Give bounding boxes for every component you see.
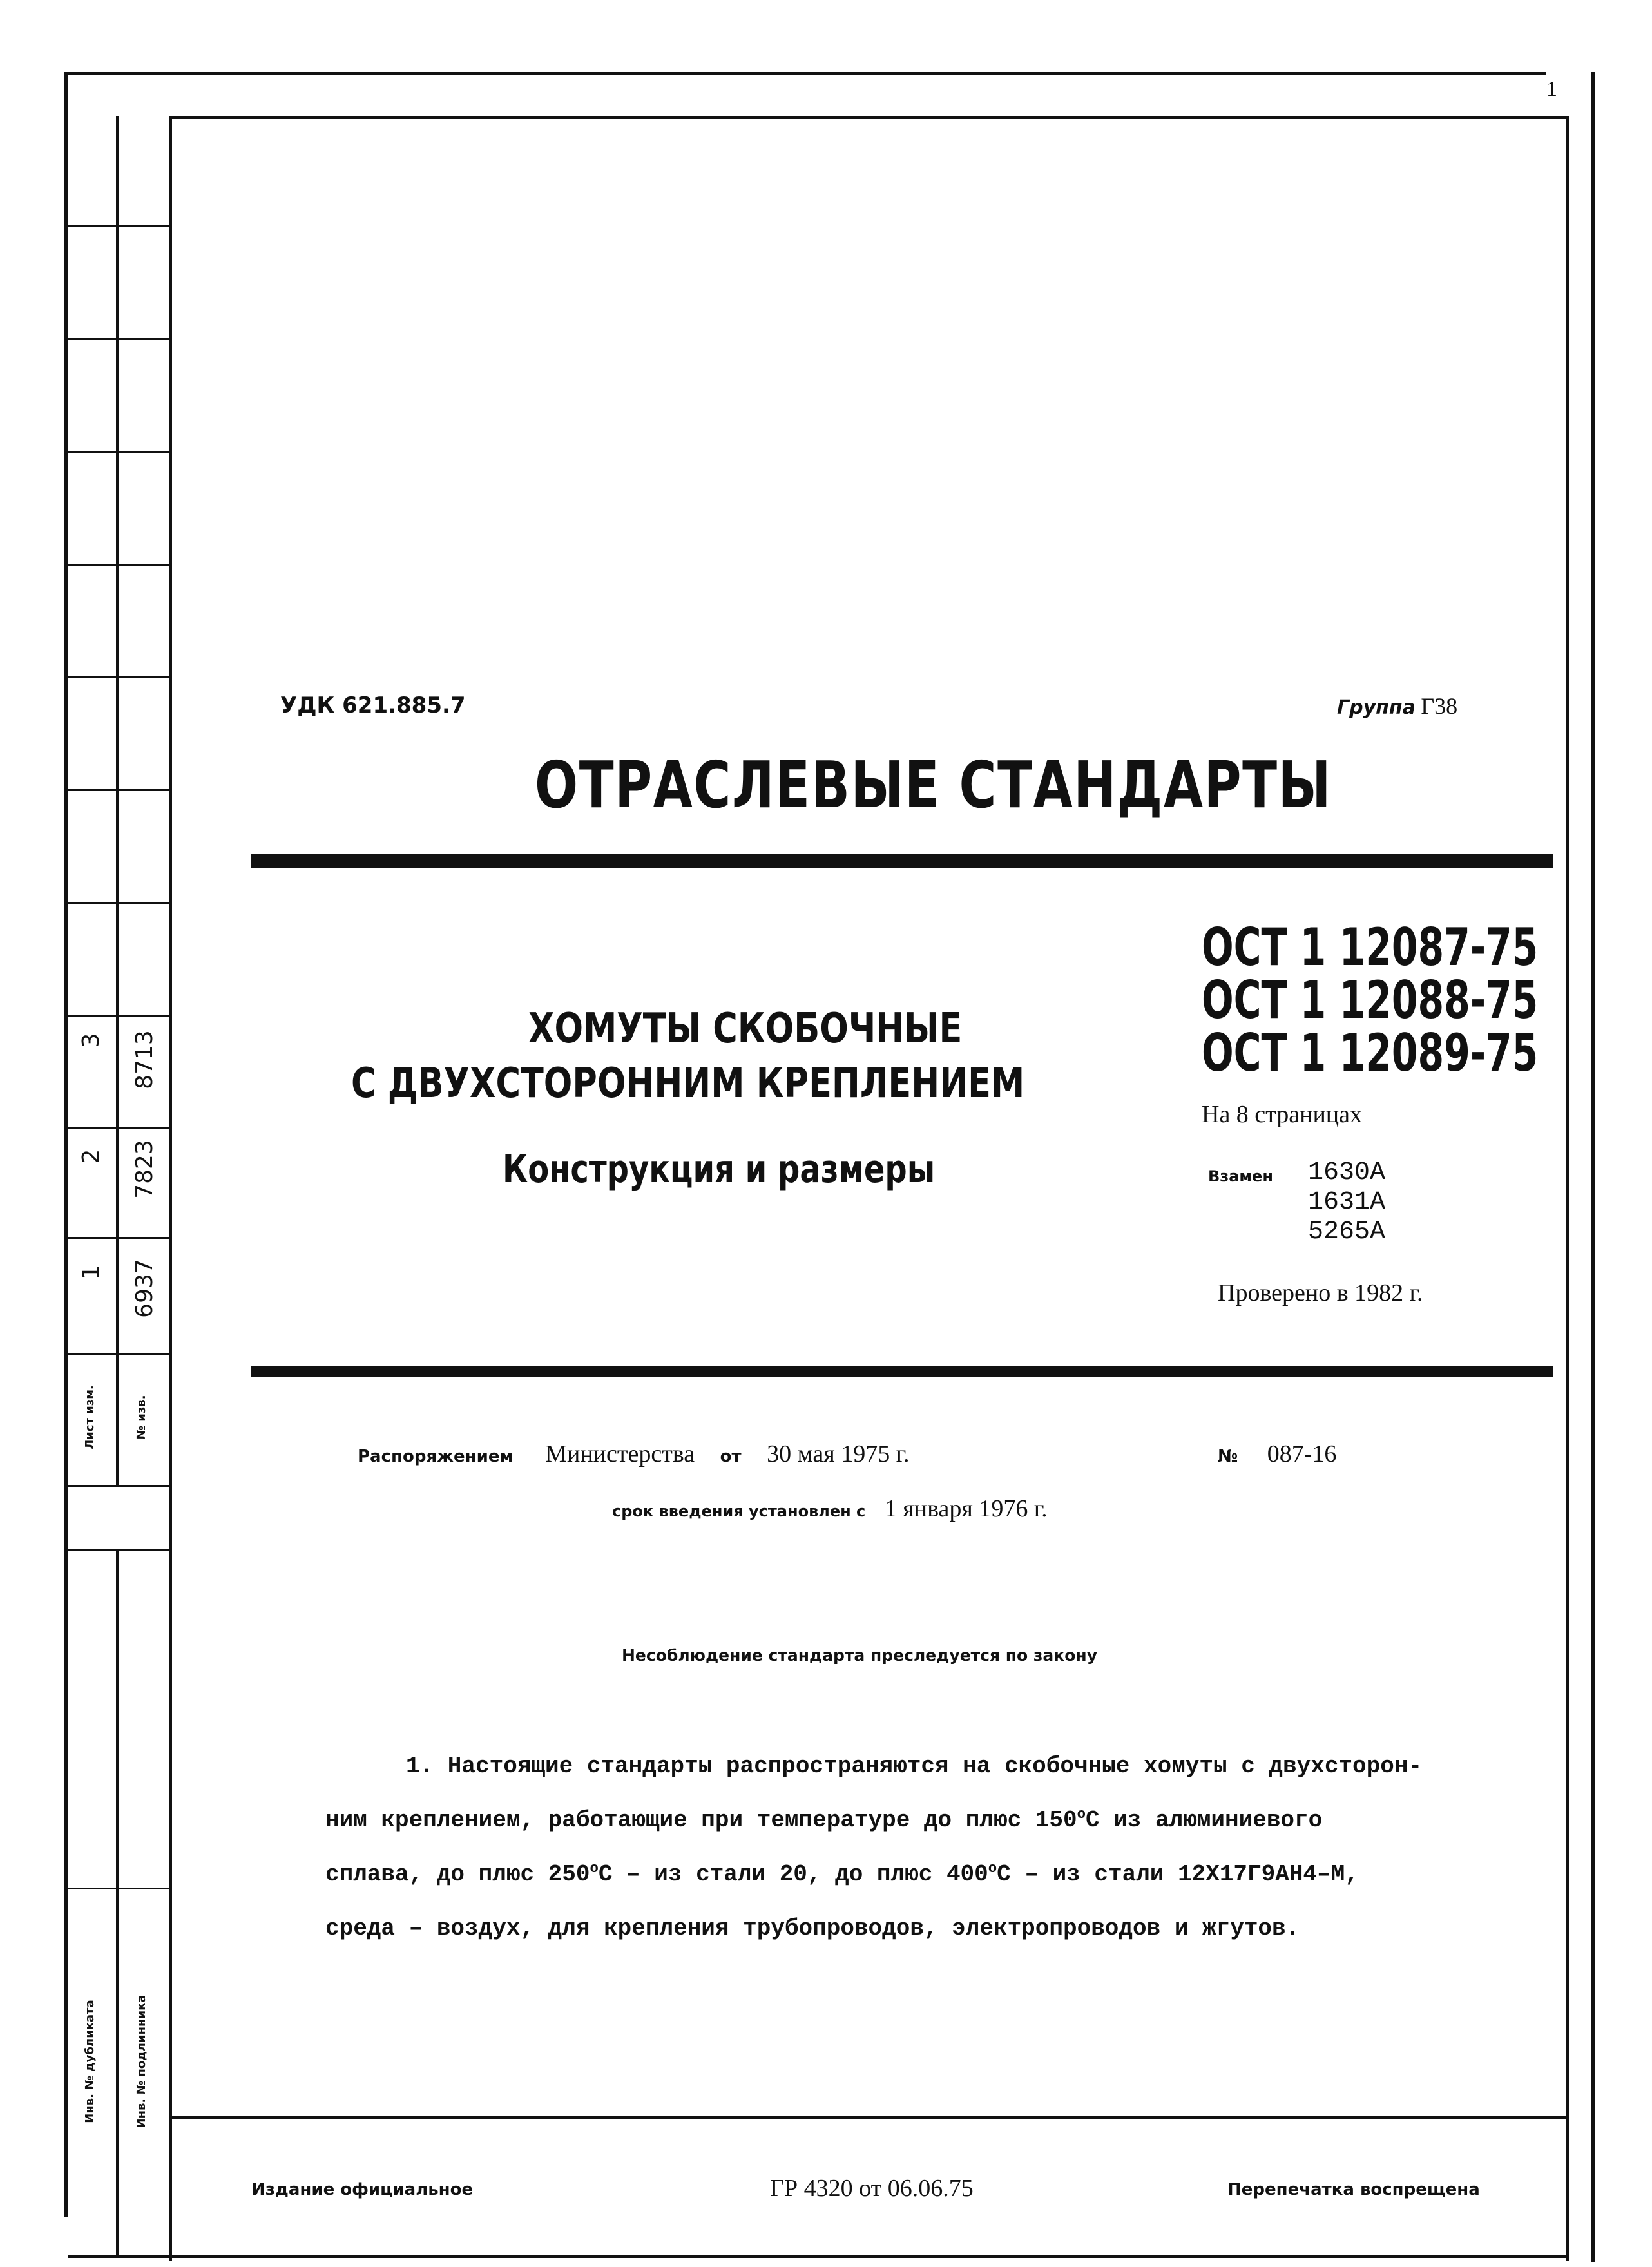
effective-date: 1 января 1976 г. [884, 1495, 1048, 1522]
standard-code-3: ОСТ 1 12089-75 [1202, 1023, 1539, 1083]
replaces-2: 1631А [1308, 1188, 1386, 1217]
margin-divider-upper [116, 116, 119, 1485]
bottom-edge-line [68, 2255, 1569, 2258]
inner-top-line [169, 116, 1567, 119]
standard-subtitle: Конструкция и размеры [503, 1147, 936, 1192]
bottom-thick-rule [251, 1366, 1553, 1377]
decree-number: 087-16 [1267, 1440, 1337, 1468]
inner-right-line [1566, 116, 1569, 2261]
margin-col-1: 3 [78, 1033, 104, 1048]
replaces-1: 1630А [1308, 1158, 1386, 1187]
margin-label-duplicate: Инв. № дубликата [83, 2000, 97, 2123]
standard-code-2: ОСТ 1 12088-75 [1202, 970, 1539, 1030]
clause-1 [325, 1739, 1550, 1956]
footer-reprint: Перепечатка воспрещена [1227, 2180, 1480, 2199]
replaces-3: 5265А [1308, 1218, 1386, 1247]
margin-label-original: Инв. № подлинника [135, 1994, 148, 2128]
decree-label: Распоряжением [358, 1447, 514, 1466]
standard-code-1: ОСТ 1 12087-75 [1202, 917, 1539, 977]
group-label: Группа [1337, 696, 1416, 719]
clause-1-line4: среда – воздух, для крепления трубопроводов, электропроводов и жгутов. [325, 1915, 1300, 1942]
series-title: ОТРАСЛЕВЫЕ СТАНДАРТЫ [535, 747, 1332, 823]
effective-line [612, 1495, 1048, 1523]
group-code [1337, 693, 1457, 720]
footer-registration: ГР 4320 от 06.06.75 [770, 2175, 974, 2202]
margin-label-sheet: Лист изм. [83, 1385, 97, 1449]
margin-inv-1: 6937 [131, 1259, 158, 1318]
udk-code: УДК 621.885.7 [280, 693, 466, 718]
top-edge-line [64, 72, 1546, 75]
margin-inv-2: 7823 [131, 1140, 158, 1199]
clause-1-line1: 1. Настоящие стандарты распространяются на скобочные хомуты с двухсторон- [406, 1753, 1423, 1779]
margin-divider-lower [116, 1549, 119, 2258]
checked-note: Проверено в 1982 г. [1218, 1279, 1423, 1306]
footer-rule [169, 2116, 1567, 2119]
decree-number-label: № [1218, 1447, 1238, 1466]
decree-date: 30 мая 1975 г. [767, 1440, 910, 1468]
standard-codes [1202, 917, 1539, 1083]
decree-line [358, 1440, 910, 1468]
decree-number-block [1218, 1440, 1336, 1468]
left-edge-line [64, 72, 68, 2217]
margin-col-3: 1 [78, 1265, 104, 1280]
decree-authority: Министерства [545, 1440, 695, 1468]
law-notice: Несоблюдение стандарта преследуется по закону [622, 1646, 1097, 1665]
margin-label-notice: № изв. [135, 1395, 148, 1440]
margin-col-2: 2 [78, 1149, 104, 1164]
standard-title-line1: ХОМУТЫ СКОБОЧНЫЕ [528, 1005, 963, 1053]
footer-official: Издание официальное [251, 2180, 474, 2199]
outer-right-line [1591, 72, 1595, 2262]
replaces-label: Взамен [1208, 1167, 1273, 1185]
group-value: Г38 [1421, 693, 1458, 719]
clause-1-line2: ним креплением, работающие при температуре до плюс $150^оС$ из алюминиевого [325, 1806, 1323, 1833]
top-thick-rule [251, 854, 1553, 868]
page-count: На 8 страницах [1202, 1101, 1362, 1128]
decree-from: от [720, 1447, 742, 1466]
replaces-list [1308, 1158, 1385, 1247]
page-number: 1 [1546, 77, 1557, 101]
margin-inv-3: 8713 [131, 1030, 158, 1089]
inner-left-line [169, 116, 172, 2261]
standard-title-line2: С ДВУХСТОРОННИМ КРЕПЛЕНИЕМ [351, 1060, 1025, 1107]
effective-label: срок введения установлен с [612, 1502, 866, 1520]
clause-1-line3: сплава, до плюс $250^оС$ – из стали 20, до плюс $400^оС$ – из стали 12Х17Г9АН4–М, [325, 1860, 1359, 1888]
